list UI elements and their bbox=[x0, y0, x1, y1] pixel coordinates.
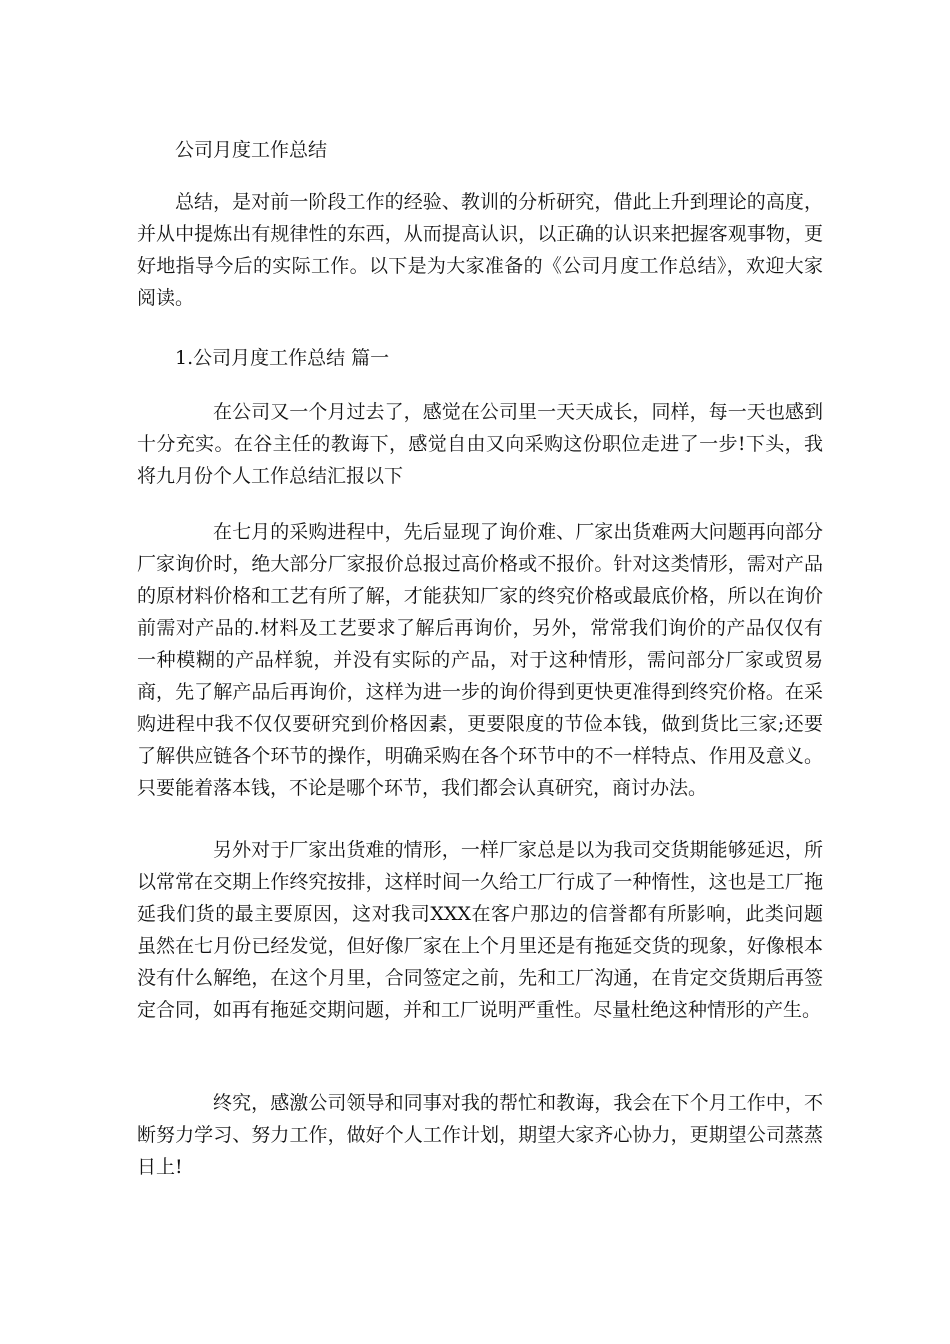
section-heading: 1.公司月度工作总结 篇一 bbox=[175, 347, 390, 369]
body-paragraph-3: 另外对于厂家出货难的情形，一样厂家总是以为我司交货期能够延迟，所以常常在交期上作终究按排，这样时间一久给工厂行成了一种惰性，这也是工厂拖延我们货的最主要原因，这对我司XXX在客户那边的信誉都有所影响，此类问题虽然在七月份已经发觉，但好像厂家在上个月里还是有拖延交货的现象，好像根本没有什么解绝，在这个月里，合同签定之前，先和工厂沟通，在肯定交货期后再签定合同，如再有拖延交期问题，并和工厂说明严重性。尽量杜绝这种情形的产生。 bbox=[137, 839, 823, 1021]
intro-paragraph: 总结，是对前一阶段工作的经验、教训的分析研究，借此上升到理论的高度，并从中提炼出有规律性的东西，从而提高认识，以正确的认识来把握客观事物，更好地指导今后的实际工作。以下是为大家准备的《公司月度工作总结》，欢迎大家阅读。 bbox=[137, 191, 823, 309]
body-paragraph-4: 终究，感激公司领导和同事对我的帮忙和教诲，我会在下个月工作中，不断努力学习、努力工作，做好个人工作计划，期望大家齐心协力，更期望公司蒸蒸日上! bbox=[137, 1092, 823, 1178]
body-paragraph-1: 在公司又一个月过去了，感觉在公司里一天天成长，同样，每一天也感到十分充实。在谷主任的教诲下，感觉自由又向采购这份职位走进了一步!下头，我将九月份个人工作总结汇报以下 bbox=[137, 401, 823, 487]
document-title: 公司月度工作总结 bbox=[175, 139, 328, 161]
body-paragraph-2: 在七月的采购进程中，先后显现了询价难、厂家出货难两大问题再向部分厂家询价时，绝大部分厂家报价总报过高价格或不报价。针对这类情形，需对产品的原材料价格和工艺有所了解，才能获知厂家的终究价格或最底价格，所以在询价前需对产品的.材料及工艺要求了解后再询价，另外，常常我们询价的产品仅仅有一种模糊的产品样貌，并没有实际的产品，对于这种情形，需问部分厂家或贸易商，先了解产品后再询价，这样为进一步的询价得到更快更准得到终究价格。在采购进程中我不仅仅要研究到价格因素，更要限度的节俭本钱，做到货比三家;还要了解供应链各个环节的操作，明确采购在各个环节中的不一样特点、作用及意义。只要能着落本钱，不论是哪个环节，我们都会认真研究，商讨办法。 bbox=[137, 521, 823, 799]
